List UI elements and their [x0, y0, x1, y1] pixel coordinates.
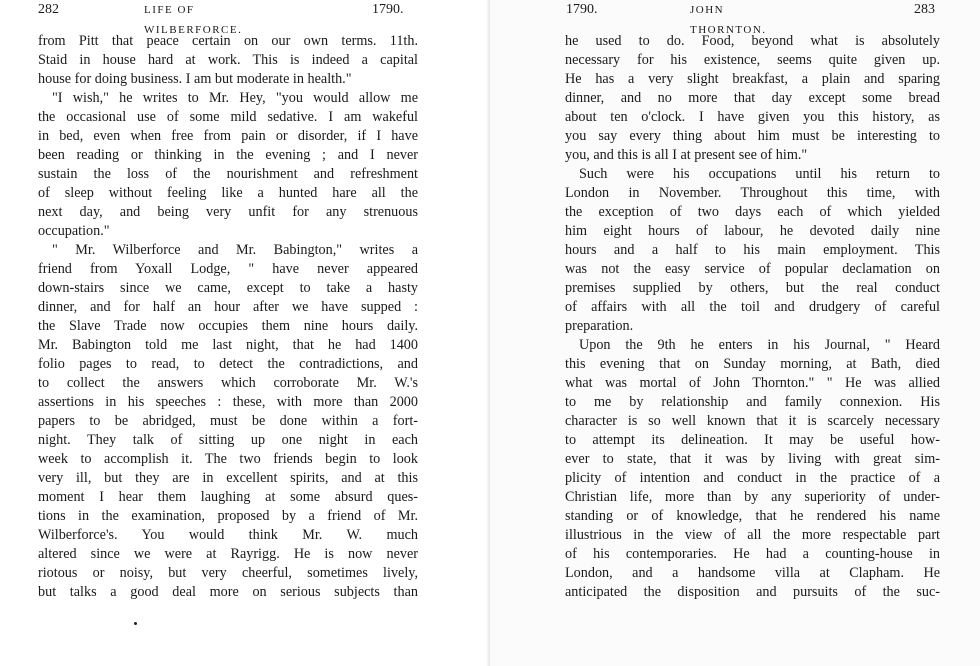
text-line: been reading or thinking in the evening ; and I never: [38, 147, 418, 163]
left-page-body: [38, 32, 418, 602]
text-line: very ill, but they are in excellent spirits, and at this: [38, 470, 418, 486]
text-line: of his contemporaries. He had a counting-house in: [565, 546, 940, 562]
text-line: but talks a good deal more on serious subjects than: [38, 584, 418, 600]
text-line: was not the easy service of popular declamation on: [565, 261, 940, 277]
text-line: assertions in his speeches : these, with more than 2000: [38, 394, 418, 410]
text-line: London in November. Throughout this time, with: [565, 185, 940, 201]
text-line: anticipated the disposition and pursuits of the suc-: [565, 584, 940, 600]
text-line: down-stairs since we came, except to take a hasty: [38, 280, 418, 296]
text-line: hours and a half to his main employment. This: [565, 242, 940, 258]
text-line: " Mr. Wilberforce and Mr. Babington," writes a: [52, 242, 418, 258]
text-line: Christian life, more than by any superiority of under-: [565, 489, 940, 505]
text-line: He has a very slight breakfast, a plain and sparing: [565, 71, 940, 87]
text-line: the exception of two days each of which yielded: [565, 204, 940, 220]
text-line: standing or of knowledge, that he rendered his name: [565, 508, 940, 524]
text-line: about ten o'clock. I have given you this history, as: [565, 109, 940, 125]
text-line: sustain the loss of the nourishment and refreshment: [38, 166, 418, 182]
text-line: he used to do. Food, beyond what is absolutely: [565, 33, 940, 49]
right-page-body: [565, 32, 940, 602]
text-line: ever to state, that it was by living with great sim-: [565, 451, 940, 467]
text-line: Upon the 9th he enters in his Journal, " Heard: [579, 337, 940, 353]
text-line: preparation.: [565, 318, 634, 334]
right-page-number: 283: [914, 2, 935, 17]
text-line: you, and this is all I at present see of him.": [565, 147, 808, 163]
text-line: next day, and being very unfit for any strenuous: [38, 204, 418, 220]
text-line: altered since we were at Rayrigg. He is now never: [38, 546, 418, 562]
text-line: you say every thing about him must be interesting to: [565, 128, 940, 144]
text-line: character is so well known that it is scarcely necessary: [565, 413, 940, 429]
text-line: what was mortal of John Thornton." " He was allied: [565, 375, 940, 391]
right-header-year: 1790.: [566, 2, 598, 17]
left-running-head: LIFE OF WILBERFORCE.: [144, 4, 243, 36]
text-line: riotous or noisy, but very cheerful, sometimes lively,: [38, 565, 418, 581]
text-line: dinner, and no more that day except some bread: [565, 90, 940, 106]
text-line: papers to be abridged, must be done within a fort-: [38, 413, 418, 429]
text-line: this evening that on Sunday morning, at Bath, died: [565, 356, 940, 372]
text-line: plicity of intention and conduct in the practice of a: [565, 470, 940, 486]
text-line: to attempt its delineation. It may be useful how-: [565, 432, 940, 448]
text-line: the Slave Trade now occupies them nine hours daily.: [38, 318, 418, 334]
left-page-number: 282: [38, 2, 59, 17]
text-line: Staid in house hard at work. This is indeed a capital: [38, 52, 418, 68]
text-line: moment I hear them laughing at some absurd ques-: [38, 489, 418, 505]
text-line: from Pitt that peace certain on our own terms. 11th.: [38, 33, 418, 49]
text-line: Such were his occupations until his return to: [579, 166, 940, 182]
text-line: premises supplied by others, but the real conduct: [565, 280, 940, 296]
text-line: to collect the answers which corroborate Mr. W.'s: [38, 375, 418, 391]
text-line: "I wish," he writes to Mr. Hey, "you would allow me: [52, 90, 418, 106]
text-line: friend from Yoxall Lodge, " have never appeared: [38, 261, 418, 277]
text-line: the occasional use of some mild sedative. I am wakeful: [38, 109, 418, 125]
text-line: Mr. Babington told me last night, that he had 1400: [38, 337, 418, 353]
text-line: occupation.": [38, 223, 110, 239]
text-line: night. They talk of sitting up one night in each: [38, 432, 418, 448]
text-line: necessary for his existence, seems quite given up.: [565, 52, 940, 68]
text-line: to me by relationship and family connexion. His: [565, 394, 940, 410]
right-running-head: JOHN THORNTON.: [690, 4, 767, 36]
text-line: of affairs with all the toil and drudgery of careful: [565, 299, 940, 315]
text-line: folio pages to read, to detect the contradictions, and: [38, 356, 418, 372]
text-line: of sleep without feeling like a hunted hare all the: [38, 185, 418, 201]
text-line: illustrious in the view of all the more respectable part: [565, 527, 940, 543]
left-header-year: 1790.: [372, 2, 404, 17]
text-line: Wilberforce's. You would think Mr. W. much: [38, 527, 418, 543]
right-page: [490, 0, 980, 666]
text-line: London, and a handsome villa at Clapham. He: [565, 565, 940, 581]
text-line: house for doing business. I am but moderate in health.": [38, 71, 352, 87]
text-line: tions in the examination, proposed by a friend of Mr.: [38, 508, 418, 524]
text-line: in bed, even when free from pain or disorder, if I have: [38, 128, 418, 144]
ink-speck: [134, 622, 137, 625]
text-line: him eight hours of labour, he devoted daily nine: [565, 223, 940, 239]
text-line: week to accomplish it. The two friends begin to look: [38, 451, 418, 467]
text-line: dinner, and for half an hour after we have supped :: [38, 299, 418, 315]
